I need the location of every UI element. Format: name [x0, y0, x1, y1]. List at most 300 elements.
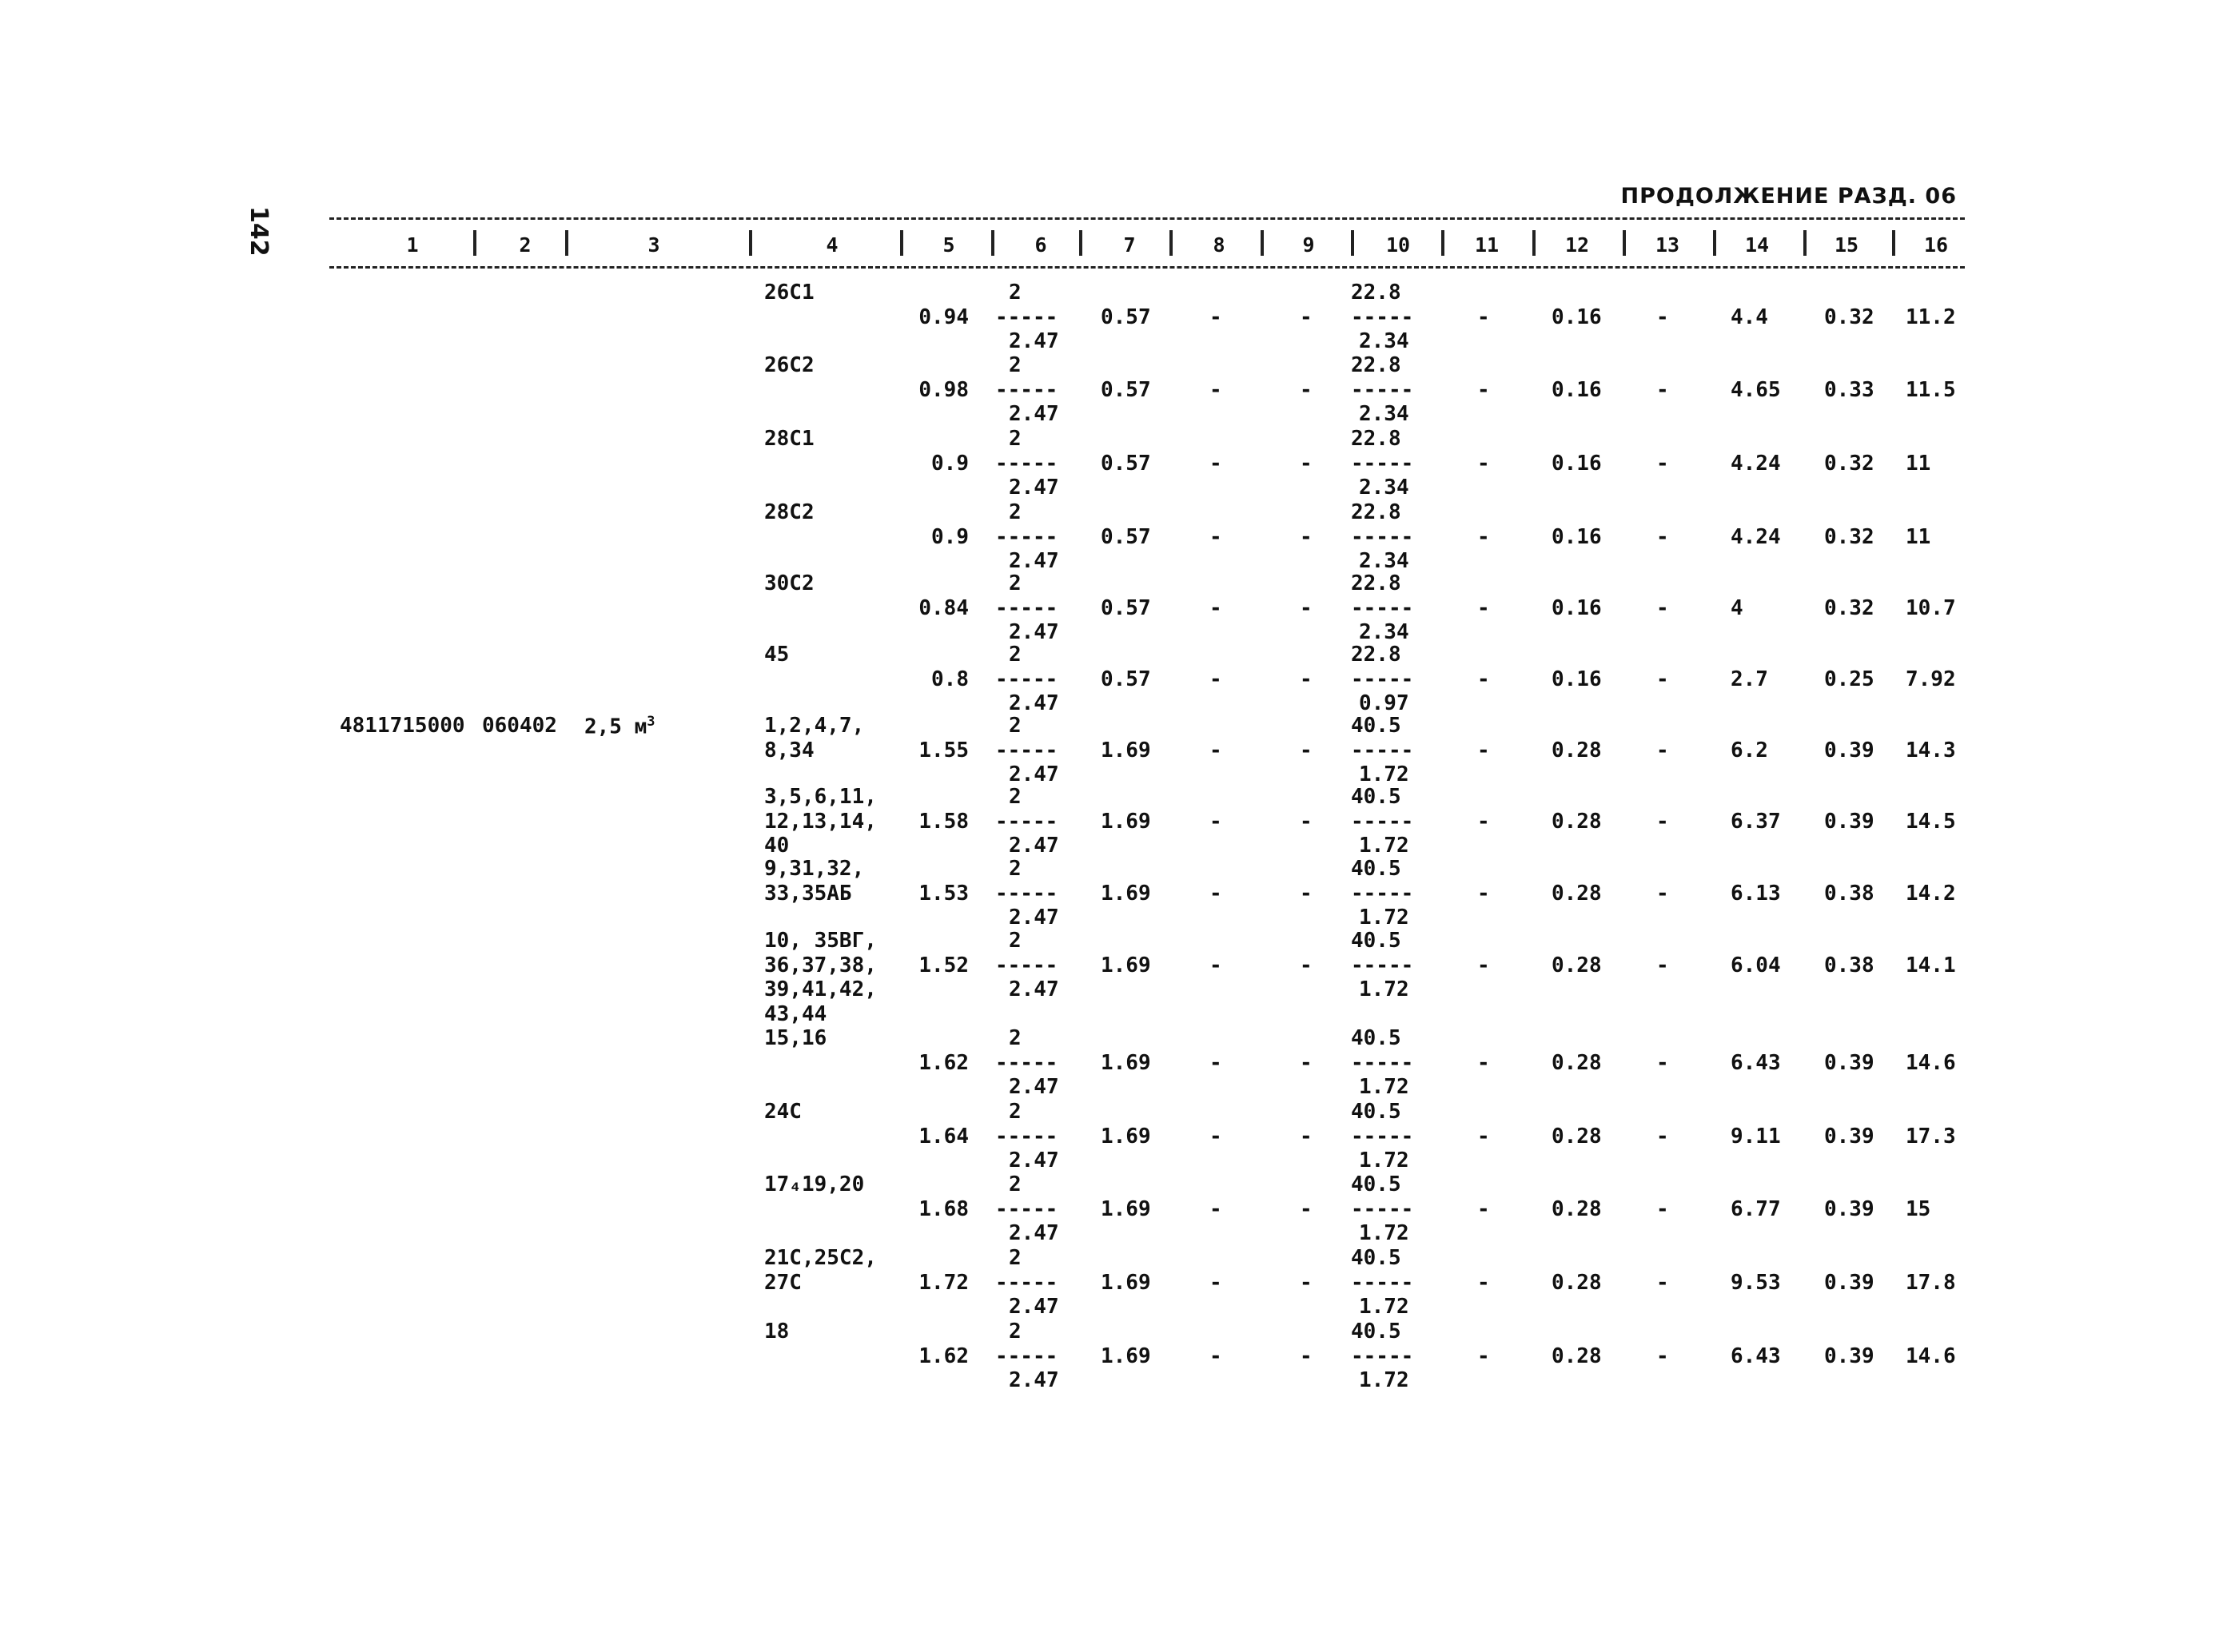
row-col15-value: 0.39	[1824, 1270, 1874, 1295]
row-col10-numerator: 40.5	[1351, 785, 1401, 809]
row-col15-value: 0.25	[1824, 667, 1874, 691]
row-col16-value: 14.3	[1906, 738, 1956, 762]
row-col6-fraction-bar: -----	[995, 1196, 1058, 1221]
column-header-14: 14	[1744, 233, 1770, 257]
row-col10-fraction-bar: -----	[1351, 1270, 1414, 1295]
row-col12-value: 0.28	[1552, 809, 1602, 834]
column-separator	[1532, 230, 1536, 256]
row-col10-numerator: 22.8	[1351, 500, 1401, 524]
row-col6-fraction-bar: -----	[995, 1343, 1058, 1368]
row-col12-value: 0.28	[1552, 881, 1602, 906]
row-col10-numerator: 40.5	[1351, 929, 1401, 953]
row-col4-label: 21С,25С2,	[764, 1246, 877, 1270]
column-header-13: 13	[1655, 233, 1680, 257]
row-col4-label: 36,37,38,	[764, 953, 877, 977]
row-col6-fraction-bar: -----	[995, 305, 1058, 329]
row-col6-denominator: 2.47	[1009, 906, 1059, 929]
row-col10-fraction-bar: -----	[1351, 377, 1414, 402]
row-col6-fraction-bar: -----	[995, 1124, 1058, 1148]
row-col10-numerator: 22.8	[1351, 571, 1401, 595]
row-col12-value: 0.28	[1552, 1343, 1602, 1368]
column-header-9: 9	[1302, 233, 1315, 257]
column-separator	[991, 230, 994, 256]
row-col14-value: 9.53	[1731, 1270, 1781, 1295]
row-col10-fraction-bar: -----	[1351, 305, 1414, 329]
row-col14-value: 4.4	[1731, 305, 1768, 329]
row-col6-denominator: 2.47	[1009, 977, 1059, 1001]
row-col10-denominator: 1.72	[1359, 1075, 1409, 1099]
row-col11-dash: -	[1477, 1343, 1490, 1368]
row-col4-label: 33,35АБ	[764, 881, 852, 906]
row-col8-dash: -	[1209, 667, 1222, 691]
row-col16-value: 14.6	[1906, 1343, 1956, 1368]
row-col8-dash: -	[1209, 377, 1222, 402]
row-col6-fraction-bar: -----	[995, 377, 1058, 402]
row-col10-fraction-bar: -----	[1351, 1124, 1414, 1148]
row-col15-value: 0.39	[1824, 809, 1874, 834]
row-col10-numerator: 40.5	[1351, 714, 1401, 738]
row-col6-denominator: 2.47	[1009, 476, 1059, 500]
row-col6-numerator: 2	[1009, 643, 1022, 667]
row-col12-value: 0.16	[1552, 595, 1602, 620]
row-col6-numerator: 2	[1009, 500, 1022, 524]
row-col16-value: 11	[1906, 524, 1931, 549]
row-col6-fraction-bar: -----	[995, 1270, 1058, 1295]
page-number: 142	[245, 206, 273, 257]
row-col4-label: 45	[764, 643, 790, 667]
row-col12-value: 0.16	[1552, 305, 1602, 329]
header-bottom-rule	[329, 266, 1965, 269]
row-col10-denominator: 2.34	[1359, 620, 1409, 644]
row-col14-value: 4	[1731, 595, 1743, 620]
row-col6-numerator: 2	[1009, 427, 1022, 451]
row-col14-value: 6.37	[1731, 809, 1781, 834]
row-col16-value: 17.8	[1906, 1270, 1956, 1295]
row-col12-value: 0.16	[1552, 667, 1602, 691]
row-col9-dash: -	[1300, 524, 1313, 549]
row-col14-value: 6.77	[1731, 1196, 1781, 1221]
row-col8-dash: -	[1209, 451, 1222, 476]
row-col10-denominator: 2.34	[1359, 402, 1409, 426]
row-col13-dash: -	[1656, 1196, 1669, 1221]
column-header-6: 6	[1034, 233, 1047, 257]
row-col10-numerator: 40.5	[1351, 1320, 1401, 1343]
row-col10-fraction-bar: -----	[1351, 524, 1414, 549]
column-header-12: 12	[1564, 233, 1590, 257]
row-col16-value: 14.1	[1906, 953, 1956, 977]
row-col7-value: 0.57	[1101, 377, 1151, 402]
row-col16-value: 15	[1906, 1196, 1931, 1221]
section-continuation-title: ПРОДОЛЖЕНИЕ РАЗД. 06	[1620, 184, 1957, 209]
row-col16-value: 11	[1906, 451, 1931, 476]
row-col6-fraction-bar: -----	[995, 667, 1058, 691]
row-col14-value: 4.24	[1731, 451, 1781, 476]
row-col4-label: 40	[764, 834, 790, 858]
row-col11-dash: -	[1477, 305, 1490, 329]
row-col10-denominator: 1.72	[1359, 762, 1409, 786]
column-separator	[1713, 230, 1716, 256]
row-col4-label: 39,41,42,	[764, 977, 877, 1001]
row-col10-denominator: 2.34	[1359, 476, 1409, 500]
row-col10-denominator: 2.34	[1359, 549, 1409, 573]
row-col6-denominator: 2.47	[1009, 402, 1059, 426]
row-col7-value: 1.69	[1101, 1196, 1151, 1221]
row-col6-fraction-bar: -----	[995, 524, 1058, 549]
row-col16-value: 14.6	[1906, 1050, 1956, 1075]
row-col10-numerator: 40.5	[1351, 857, 1401, 881]
row-col4-label: 26С1	[764, 281, 815, 305]
row-col4-label: 15,16	[764, 1026, 827, 1050]
row-col10-numerator: 22.8	[1351, 427, 1401, 451]
row-col6-numerator: 2	[1009, 1320, 1022, 1343]
row-col9-dash: -	[1300, 451, 1313, 476]
row-col5-value: 1.58	[918, 809, 969, 834]
row-col9-dash: -	[1300, 1343, 1313, 1368]
row-col14-value: 6.04	[1731, 953, 1781, 977]
row-col11-dash: -	[1477, 809, 1490, 834]
row-col6-denominator: 2.47	[1009, 1075, 1059, 1099]
row-col13-dash: -	[1656, 953, 1669, 977]
row-col13-dash: -	[1656, 1270, 1669, 1295]
row-col13-dash: -	[1656, 595, 1669, 620]
row-col4-label: 18	[764, 1320, 790, 1343]
row-col4-label: 26С2	[764, 353, 815, 377]
row-col12-value: 0.28	[1552, 1196, 1602, 1221]
row-col6-fraction-bar: -----	[995, 809, 1058, 834]
row-col13-dash: -	[1656, 451, 1669, 476]
row-col9-dash: -	[1300, 1124, 1313, 1148]
row-col10-denominator: 1.72	[1359, 1368, 1409, 1392]
row-col10-fraction-bar: -----	[1351, 451, 1414, 476]
row-col7-value: 1.69	[1101, 809, 1151, 834]
row-col6-numerator: 2	[1009, 1172, 1022, 1196]
column-header-8: 8	[1213, 233, 1225, 257]
row-col13-dash: -	[1656, 809, 1669, 834]
row-col4-label: 28С2	[764, 500, 815, 524]
row-col7-value: 1.69	[1101, 1050, 1151, 1075]
row-col8-dash: -	[1209, 809, 1222, 834]
row-col11-dash: -	[1477, 524, 1490, 549]
row-col11-dash: -	[1477, 1196, 1490, 1221]
row-col4-label: 9,31,32,	[764, 857, 865, 881]
row-col9-dash: -	[1300, 1050, 1313, 1075]
row-col15-value: 0.39	[1824, 1343, 1874, 1368]
row-col6-fraction-bar: -----	[995, 451, 1058, 476]
row-col4-label: 28С1	[764, 427, 815, 451]
row-col14-value: 6.43	[1731, 1050, 1781, 1075]
row-col7-value: 1.69	[1101, 738, 1151, 762]
row-col6-numerator: 2	[1009, 929, 1022, 953]
column-separator	[1892, 230, 1895, 256]
row-col12-value: 0.16	[1552, 377, 1602, 402]
row-col10-fraction-bar: -----	[1351, 595, 1414, 620]
row-col8-dash: -	[1209, 953, 1222, 977]
column-header-3: 3	[647, 233, 660, 257]
row-col12-value: 0.28	[1552, 953, 1602, 977]
row-col10-denominator: 1.72	[1359, 1295, 1409, 1319]
row-col5-value: 1.62	[918, 1050, 969, 1075]
row-col13-dash: -	[1656, 305, 1669, 329]
row-col16-value: 10.7	[1906, 595, 1956, 620]
row-col10-fraction-bar: -----	[1351, 1343, 1414, 1368]
column-header-11: 11	[1474, 233, 1500, 257]
row-col12-value: 0.28	[1552, 1050, 1602, 1075]
column-separator	[1441, 230, 1444, 256]
row-col15-value: 0.39	[1824, 1196, 1874, 1221]
row-col12-value: 0.16	[1552, 524, 1602, 549]
row-col5-value: 0.84	[918, 595, 969, 620]
row-col11-dash: -	[1477, 953, 1490, 977]
row-col5-value: 1.72	[918, 1270, 969, 1295]
column-header-15: 15	[1834, 233, 1859, 257]
row-col6-numerator: 2	[1009, 785, 1022, 809]
row-col6-numerator: 2	[1009, 571, 1022, 595]
row-col9-dash: -	[1300, 1270, 1313, 1295]
row-col10-numerator: 40.5	[1351, 1246, 1401, 1270]
row-col13-dash: -	[1656, 1343, 1669, 1368]
column-header-2: 2	[519, 233, 532, 257]
row-col9-dash: -	[1300, 667, 1313, 691]
row-col10-fraction-bar: -----	[1351, 1196, 1414, 1221]
column-header-7: 7	[1123, 233, 1136, 257]
row-col6-denominator: 2.47	[1009, 549, 1059, 573]
row-col10-numerator: 22.8	[1351, 353, 1401, 377]
row-col6-numerator: 2	[1009, 353, 1022, 377]
column-header-16: 16	[1923, 233, 1949, 257]
row-col16-value: 14.2	[1906, 881, 1956, 906]
row-col6-denominator: 2.47	[1009, 834, 1059, 858]
row-col10-numerator: 22.8	[1351, 643, 1401, 667]
row-col5-value: 1.53	[918, 881, 969, 906]
row-col11-dash: -	[1477, 881, 1490, 906]
row-col7-value: 1.69	[1101, 881, 1151, 906]
row-col4-label: 10, 35ВГ,	[764, 929, 877, 953]
row-col14-value: 6.13	[1731, 881, 1781, 906]
row-col4-label: 12,13,14,	[764, 809, 877, 834]
row-col9-dash: -	[1300, 377, 1313, 402]
row-col8-dash: -	[1209, 524, 1222, 549]
header-top-rule	[329, 217, 1965, 220]
row-col13-dash: -	[1656, 667, 1669, 691]
column-separator	[565, 230, 568, 256]
row-col9-dash: -	[1300, 305, 1313, 329]
row-col12-value: 0.28	[1552, 1124, 1602, 1148]
row-col11-dash: -	[1477, 1050, 1490, 1075]
row-col10-denominator: 2.34	[1359, 329, 1409, 353]
row-col5-value: 0.8	[931, 667, 969, 691]
row-col15-value: 0.39	[1824, 738, 1874, 762]
row-col12-value: 0.16	[1552, 451, 1602, 476]
row-col4-label: 30С2	[764, 571, 815, 595]
row-col6-numerator: 2	[1009, 714, 1022, 738]
row-col6-denominator: 2.47	[1009, 691, 1059, 715]
row-col13-dash: -	[1656, 881, 1669, 906]
row-col8-dash: -	[1209, 1124, 1222, 1148]
row-col5-value: 0.9	[931, 451, 969, 476]
row-col11-dash: -	[1477, 595, 1490, 620]
column-separator	[900, 230, 903, 256]
row-col6-denominator: 2.47	[1009, 1221, 1059, 1245]
row-col10-fraction-bar: -----	[1351, 881, 1414, 906]
row-col5-value: 0.94	[918, 305, 969, 329]
row-col8-dash: -	[1209, 1050, 1222, 1075]
row-col10-fraction-bar: -----	[1351, 1050, 1414, 1075]
row-col6-fraction-bar: -----	[995, 738, 1058, 762]
row-col10-denominator: 1.72	[1359, 1148, 1409, 1172]
row-col6-numerator: 2	[1009, 281, 1022, 305]
column-separator	[1079, 230, 1082, 256]
row-col14-value: 4.24	[1731, 524, 1781, 549]
row-col10-denominator: 1.72	[1359, 1221, 1409, 1245]
row-col9-dash: -	[1300, 809, 1313, 834]
row-col15-value: 0.32	[1824, 305, 1874, 329]
row-col14-value: 9.11	[1731, 1124, 1781, 1148]
row-col13-dash: -	[1656, 738, 1669, 762]
row-col5-value: 1.64	[918, 1124, 969, 1148]
row-col4-label: 8,34	[764, 738, 815, 762]
group-col3-volume: 2,5 $м^3$	[584, 714, 655, 739]
column-header-4: 4	[826, 233, 839, 257]
row-col10-denominator: 1.72	[1359, 906, 1409, 929]
row-col15-value: 0.33	[1824, 377, 1874, 402]
row-col8-dash: -	[1209, 738, 1222, 762]
row-col4-label: 3,5,6,11,	[764, 785, 877, 809]
row-col7-value: 0.57	[1101, 305, 1151, 329]
row-col4-label: 17₄19,20	[764, 1172, 865, 1196]
column-separator	[749, 230, 752, 256]
row-col10-denominator: 1.72	[1359, 834, 1409, 858]
row-col11-dash: -	[1477, 1270, 1490, 1295]
row-col13-dash: -	[1656, 1124, 1669, 1148]
row-col6-fraction-bar: -----	[995, 1050, 1058, 1075]
column-separator	[1803, 230, 1807, 256]
row-col14-value: 4.65	[1731, 377, 1781, 402]
row-col7-value: 0.57	[1101, 595, 1151, 620]
row-col8-dash: -	[1209, 305, 1222, 329]
row-col12-value: 0.28	[1552, 1270, 1602, 1295]
row-col6-numerator: 2	[1009, 857, 1022, 881]
row-col6-denominator: 2.47	[1009, 1295, 1059, 1319]
row-col10-numerator: 22.8	[1351, 281, 1401, 305]
row-col9-dash: -	[1300, 881, 1313, 906]
row-col5-value: 0.9	[931, 524, 969, 549]
row-col7-value: 1.69	[1101, 1270, 1151, 1295]
row-col6-numerator: 2	[1009, 1100, 1022, 1124]
row-col13-dash: -	[1656, 524, 1669, 549]
row-col6-denominator: 2.47	[1009, 620, 1059, 644]
row-col11-dash: -	[1477, 451, 1490, 476]
row-col14-value: 6.43	[1731, 1343, 1781, 1368]
row-col6-denominator: 2.47	[1009, 762, 1059, 786]
row-col15-value: 0.32	[1824, 595, 1874, 620]
row-col11-dash: -	[1477, 738, 1490, 762]
row-col11-dash: -	[1477, 1124, 1490, 1148]
row-col10-fraction-bar: -----	[1351, 953, 1414, 977]
group-col2-code: 060402	[482, 714, 557, 738]
row-col10-fraction-bar: -----	[1351, 738, 1414, 762]
row-col10-numerator: 40.5	[1351, 1172, 1401, 1196]
row-col9-dash: -	[1300, 1196, 1313, 1221]
row-col12-value: 0.28	[1552, 738, 1602, 762]
row-col15-value: 0.39	[1824, 1050, 1874, 1075]
row-col14-value: 2.7	[1731, 667, 1768, 691]
row-col6-denominator: 2.47	[1009, 1148, 1059, 1172]
row-col5-value: 1.52	[918, 953, 969, 977]
row-col10-fraction-bar: -----	[1351, 667, 1414, 691]
row-col6-numerator: 2	[1009, 1026, 1022, 1050]
row-col15-value: 0.38	[1824, 953, 1874, 977]
column-header-10: 10	[1385, 233, 1411, 257]
column-separator	[1351, 230, 1354, 256]
row-col4-label: 1,2,4,7,	[764, 714, 865, 738]
row-col10-fraction-bar: -----	[1351, 809, 1414, 834]
row-col6-denominator: 2.47	[1009, 329, 1059, 353]
row-col15-value: 0.38	[1824, 881, 1874, 906]
row-col14-value: 6.2	[1731, 738, 1768, 762]
row-col16-value: 17.3	[1906, 1124, 1956, 1148]
row-col6-denominator: 2.47	[1009, 1368, 1059, 1392]
row-col7-value: 1.69	[1101, 1343, 1151, 1368]
row-col7-value: 1.69	[1101, 1124, 1151, 1148]
column-separator	[1169, 230, 1173, 256]
row-col11-dash: -	[1477, 667, 1490, 691]
row-col5-value: 1.62	[918, 1343, 969, 1368]
row-col16-value: 11.2	[1906, 305, 1956, 329]
row-col8-dash: -	[1209, 1270, 1222, 1295]
row-col15-value: 0.39	[1824, 1124, 1874, 1148]
row-col9-dash: -	[1300, 953, 1313, 977]
row-col8-dash: -	[1209, 881, 1222, 906]
row-col6-fraction-bar: -----	[995, 595, 1058, 620]
row-col8-dash: -	[1209, 1196, 1222, 1221]
row-col4-label: 43,44	[764, 1001, 827, 1026]
row-col13-dash: -	[1656, 1050, 1669, 1075]
row-col13-dash: -	[1656, 377, 1669, 402]
row-col6-fraction-bar: -----	[995, 953, 1058, 977]
row-col9-dash: -	[1300, 595, 1313, 620]
row-col8-dash: -	[1209, 595, 1222, 620]
column-separator	[473, 230, 476, 256]
row-col6-numerator: 2	[1009, 1246, 1022, 1270]
column-separator	[1623, 230, 1626, 256]
row-col16-value: 7.92	[1906, 667, 1956, 691]
row-col4-label: 24С	[764, 1100, 802, 1124]
row-col7-value: 0.57	[1101, 667, 1151, 691]
row-col16-value: 14.5	[1906, 809, 1956, 834]
column-header-1: 1	[406, 233, 419, 257]
row-col8-dash: -	[1209, 1343, 1222, 1368]
group-col1-code: 4811715000	[340, 714, 465, 738]
row-col6-fraction-bar: -----	[995, 881, 1058, 906]
row-col10-denominator: 0.97	[1359, 691, 1409, 715]
column-header-5: 5	[942, 233, 955, 257]
row-col7-value: 0.57	[1101, 524, 1151, 549]
row-col5-value: 0.98	[918, 377, 969, 402]
row-col7-value: 0.57	[1101, 451, 1151, 476]
row-col16-value: 11.5	[1906, 377, 1956, 402]
row-col11-dash: -	[1477, 377, 1490, 402]
row-col10-numerator: 40.5	[1351, 1026, 1401, 1050]
row-col9-dash: -	[1300, 738, 1313, 762]
row-col5-value: 1.55	[918, 738, 969, 762]
row-col15-value: 0.32	[1824, 524, 1874, 549]
column-separator	[1261, 230, 1264, 256]
row-col5-value: 1.68	[918, 1196, 969, 1221]
row-col7-value: 1.69	[1101, 953, 1151, 977]
row-col10-numerator: 40.5	[1351, 1100, 1401, 1124]
row-col10-denominator: 1.72	[1359, 977, 1409, 1001]
row-col4-label: 27С	[764, 1270, 802, 1295]
